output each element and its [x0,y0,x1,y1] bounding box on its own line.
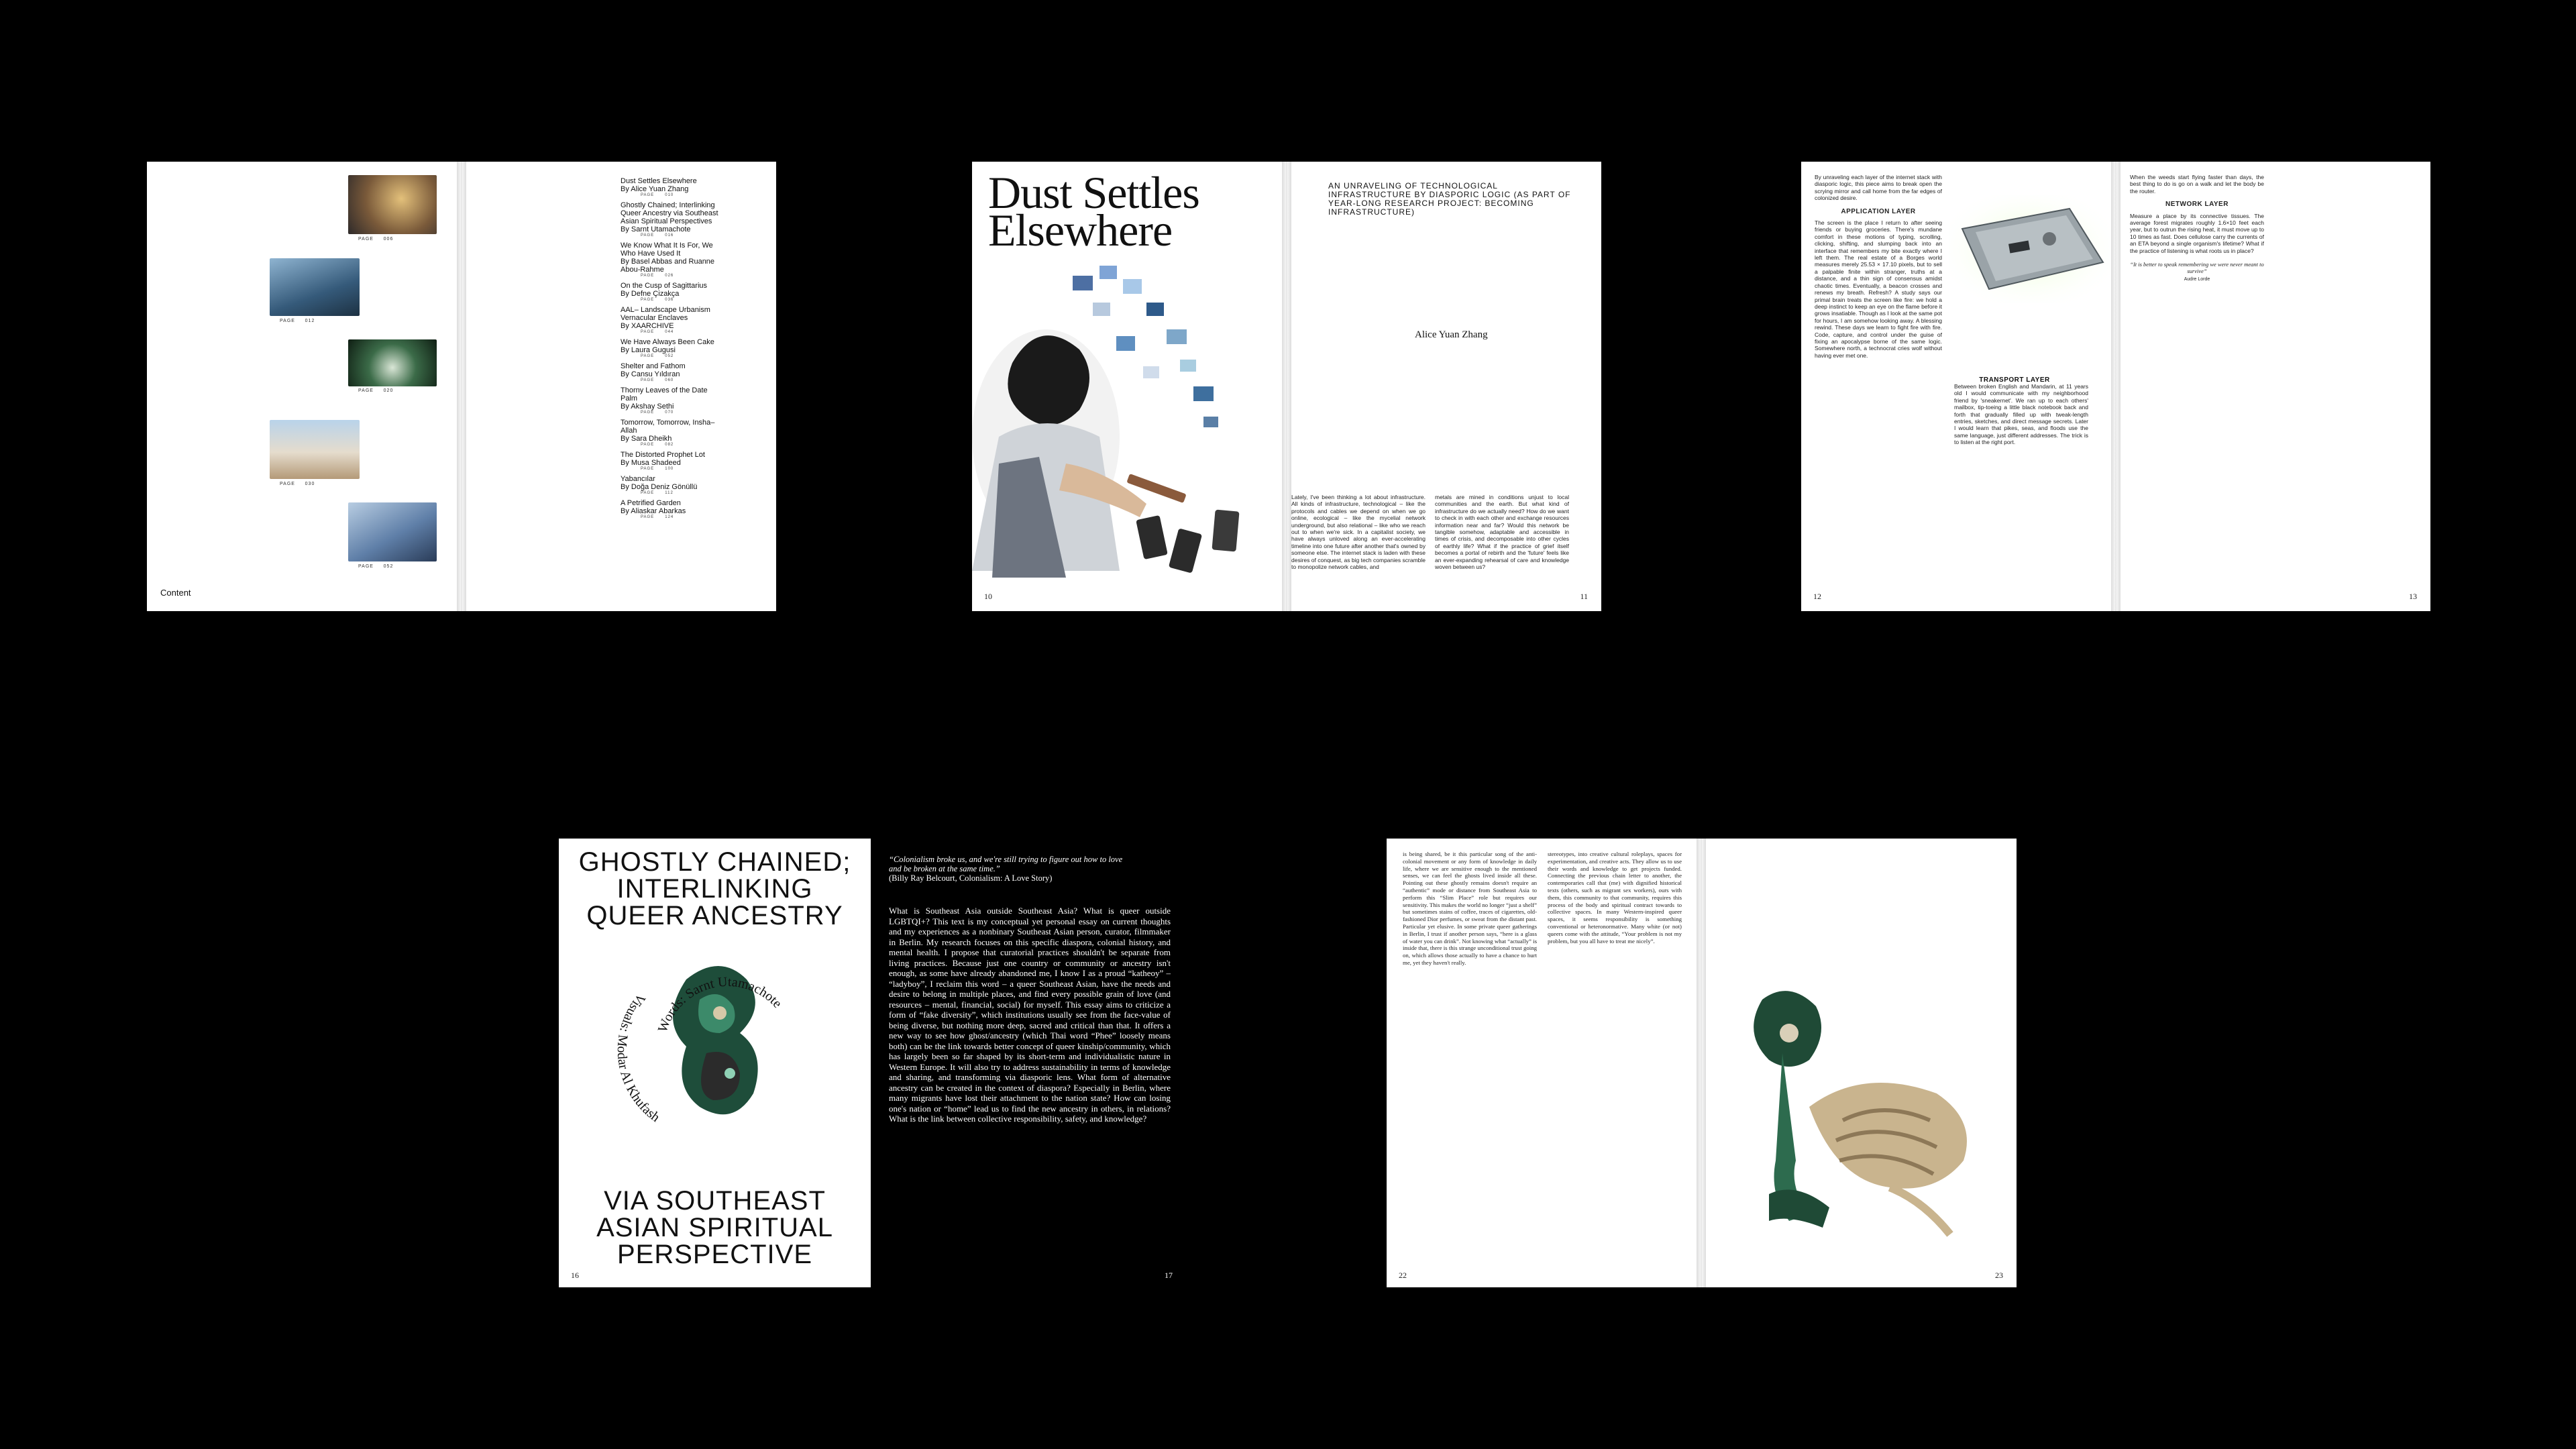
article-opener-spread [972,162,1601,611]
body-column: metals are mined in conditions unjust to local communities and the earth. But what kind of infrastructure do we actually need? How do we want to check in with each other and exchange resources information near and far? Would this network be tangible somehow, adaptable and accessible in times of crisis, and decomposable into other cycles of earthly life? What if the practice of grief itself becomes a portal of rebirth and the 'future' feels like an ever-expanding rehearsal of care and knowledge woven between us? [1435,494,1569,571]
page-number: 17 [1165,1271,1173,1280]
page-number: 13 [2409,592,2417,601]
page-number: 16 [571,1271,579,1280]
sculpture-illustration [606,939,827,1140]
thumbnail-image [348,175,437,234]
article-author: Alice Yuan Zhang [1415,329,1488,340]
skeleton-sculpture [1722,973,2004,1254]
body-column: stereotypes, into creative cultural roleplays, spaces for experimentation, and creative acts. They allow us to use their words and knowledge to get projects funded. Connecting the previous chain letter to another, the contemporaries call that (me) with dignified historical texts (others, such as migrant sex workers), ours with them, this community to that community, requires this process of the body and spiritual contract towards to collective spaces. In many Western-inspired queer spaces, it seems responsibility is something conventional or heteronormative. Many white (or not) queers come with the attitude, “Your problem is not my problem, but you all have to treat me nicely”. [1548,851,1682,945]
page-number: 10 [984,592,992,601]
thumb-page-label: PAGE 020 [358,388,394,393]
page-gutter [2111,162,2121,611]
essay-opener-spread [559,839,1186,1287]
thumbnail-image [348,502,437,561]
essay-body: What is Southeast Asia outside Southeast Asia? What is queer outside LGBTQI+? This text is my conceptual yet personal essay on current thoughts and my experiences as a nonbinary Southeast Asian person, curator, filmmaker in Berlin. My research focuses on this specific diaspora, colonial history, and mental health. I propose that curatorial practices shouldn't be separate from living practices. Because just one country or community or ancestry isn't enough, as some have already abandoned me, I know I as a proud “katheoy” – “ladyboy”, I reclaim this word – a queer Southeast Asian, have the needs and desire to belong in multiple places, and find every possible grain of love (and resources – mental, financial, social) for myself. This essay aims to criticize a form of “fake diversity”, which institutions usually see from the face-value of being diverse, but nothing more deep, sacred and critical than that. It offers a new way to see how ghost/ancestry (which Thai word “Phee” loosely means both) can be the link towards better concept of queer kinship/community, which has largely been so far shaped by its short-term and individualistic nature in Western Europe. It will also try to address sustainability in terms of knowledge and sharing, and transforming via diasporic lens. What form of alternative ancestry can be created in the context of diaspora? Especially in Berlin, where many migrants have lost their attachment to the nation state? How can losing one's nation or “home” lead us to find the new ancestry in others, in relations? What is the link between collective responsibility, safety, and knowledge? [889,906,1171,1124]
body-column: Between broken English and Mandarin, at 11 years old I would communicate with my neighborhood friend by 'sneakernet'. We ran up to each others' mailbox, tip-toeing a little black notebook back and forth that gradually filled up with tweak-length entries, sketches, and direct message secrets. Later I would learn that pikes, seas, and floods use the same language, just different addresses. The trick is to listen at the right port. [1954,383,2088,446]
toc-entry[interactable]: Ghostly Chained; Interlinking Queer Ancestry via Southeast Asian Spiritual Perspectives By Sarnt Utamachote PAGE 016 [621,201,718,237]
page-number: 22 [1399,1271,1407,1280]
page-number: 23 [1995,1271,2003,1280]
toc-entry[interactable]: AAL– Landscape Urbanism Vernacular Enclaves By XAARCHIVE PAGE 044 [621,306,710,334]
curved-credit: Visuals: Modar Al Khufash [614,990,663,1126]
toc-entry[interactable]: Yabancılar By Doğa Deniz Gönüllü PAGE 112 [621,475,698,495]
page-number: 11 [1580,592,1588,601]
section-label: Content [160,588,191,598]
essay-body-spread [1387,839,2017,1287]
thumb-page-label: PAGE 012 [280,319,315,323]
page-gutter [457,162,466,611]
toc-entry[interactable]: On the Cusp of Sagittarius By Defne Çizakça PAGE 036 [621,282,708,302]
device-illustration [1949,195,2110,303]
toc-entry[interactable]: We Know What It Is For, We Who Have Used It By Basel Abbas and Ruanne Abou-Rahme PAGE 026 [621,241,715,278]
body-column: By unraveling each layer of the internet stack with diasporic logic, this piece aims to break open the scrying mirror and call home from the far edges of colonized desire. APPLICATION LAYER The screen is the place I return to after seeing friends or buying groceries. There's mundane comfort in these motions of typing, scrolling, clicking, shifting, and slumping back into an interface that remembers my bite exactly where I left them. The real estate of a Borges world measures merely 25.53 × 17.10 pixels, but to sell a palpable finite within stranger, truths at a distance, and a thin sign of consensus amidst chaotic times. Eventually, a beacon crosses and renews my breath. Refresh? A study says our primal brain treats the screen like fire: we hold a deep instinct to keep an eye on the flame before it grows insatiable. Though as I look at the same pot for hours, I am somehow looking away. A blessing rewind. These days we learn to fight fire with fire. Code, capture, and control under the guise of fixing an apocalypse borne of the same logic. Somewhere north, a technocrat cries wolf without having ever met one. [1815,174,1942,359]
body-column: Lately, I've been thinking a lot about infrastructure. All kinds of infrastructure, technological – like the protocols and cables we depend on when we go online, ecological – like the mycelial network underground, but also relational – like who we reach out to when we're sick. In a capitalist society, we have always unloved along an ever-accelerating timeline into one future after another that's owned by someone else. The internet stack is laden with these desires of conquest, as big tech companies scramble to monopolize network cables, and [1291,494,1426,571]
page-number: 12 [1813,592,1821,601]
toc-entry[interactable]: Thorny Leaves of the Date Palm By Akshay Sethi PAGE 070 [621,386,708,415]
thumbnail-image [270,258,360,316]
contents-spread [147,162,776,611]
thumb-page-label: PAGE 006 [358,237,394,241]
thumb-page-label: PAGE 052 [358,564,394,569]
toc-entry[interactable]: The Distorted Prophet Lot By Musa Shadeed PAGE 100 [621,451,705,471]
hero-illustration [972,262,1287,611]
article-subhead: AN UNRAVELING OF TECHNOLOGICAL INFRASTRUCTURE BY DIASPORIC LOGIC (AS PART OF YEAR-LONG RESEARCH PROJECT: BECOMING INFRASTRUCTURE) [1328,181,1571,217]
svg-text:Visuals: Modar Al Khufash [614,991,663,1125]
article-body-spread [1801,162,2430,611]
toc-entry[interactable]: Shelter and Fathom By Cansu Yıldıran PAGE 060 [621,362,686,382]
body-column: is being shared, be it this particular song of the anti-colonial movement or any form of knowledge in daily life, where we are sensitive enough to the mentioned senses, we can feel the ghosts lived inside all these. Pointing out these ghostly remains doesn't require an “authentic” mode or distance from Southeast Asia to perform this “Slim Place” role but requires our sensitivity. This makes the world no longer “just a shelf” but sometimes stains of coffee, traces of cigarettes, old-fashioned Dior perfumes, or sweat from the distant past. Particular yet elusive. In some private queer gatherings in Berlin, I trust if another person says, “here is a glass of water you can drink”. Not knowing what “actually” is inside that, there is this strange unconditional trust going on, which allows those actually to have a chance to hurt me, yet they haven't really. [1403,851,1537,966]
body-column: When the weeds start flying faster than days, the best thing to do is go on a walk and let the body be the router. NETWORK LAYER Measure a place by its connective tissues. The average forest migrates roughly 1.6×10 feet each year, but to outrun the rising heat, it must move up to 10 times as fast. Does cellulose carry the currents of an ETA beyond a single organism's lifetime? What if the practice of listening is what roots us in place? “It is better to speak remembering we were never meant to survive” Audre Lorde [2130,174,2264,282]
article-title: Dust Settles Elsewhere [988,167,1199,256]
toc-entry[interactable]: Dust Settles Elsewhere By Alice Yuan Zhang PAGE 010 [621,177,697,197]
toc-entry[interactable]: We Have Always Been Cake By Laura Gugusi PAGE 052 [621,338,714,358]
thumb-page-label: PAGE 030 [280,482,315,486]
epigraph: “Colonialism broke us, and we're still trying to figure out how to love and be broken at the same time.” (Billy Ray Belcourt, Colonialism: A Love Story) [889,855,1123,883]
page-gutter [1697,839,1706,1287]
section-heading: TRANSPORT LAYER [1979,376,2050,384]
toc-entry[interactable]: A Petrified Garden By Aliaskar Abarkas PAGE 124 [621,499,686,519]
thumbnail-image [348,339,437,386]
curved-credit: Words: Sarnt Utamachote [655,974,785,1034]
table-of-contents [621,177,721,523]
cover-title-top: GHOSTLY CHAINED; INTERLINKING QUEER ANCESTRY [578,847,851,930]
cover-title-bottom: VIA SOUTHEAST ASIAN SPIRITUAL PERSPECTIVE [596,1186,833,1269]
thumbnail-image [270,420,360,479]
toc-entry[interactable]: Tomorrow, Tomorrow, Insha–Allah By Sara Dheikh PAGE 082 [621,419,715,447]
